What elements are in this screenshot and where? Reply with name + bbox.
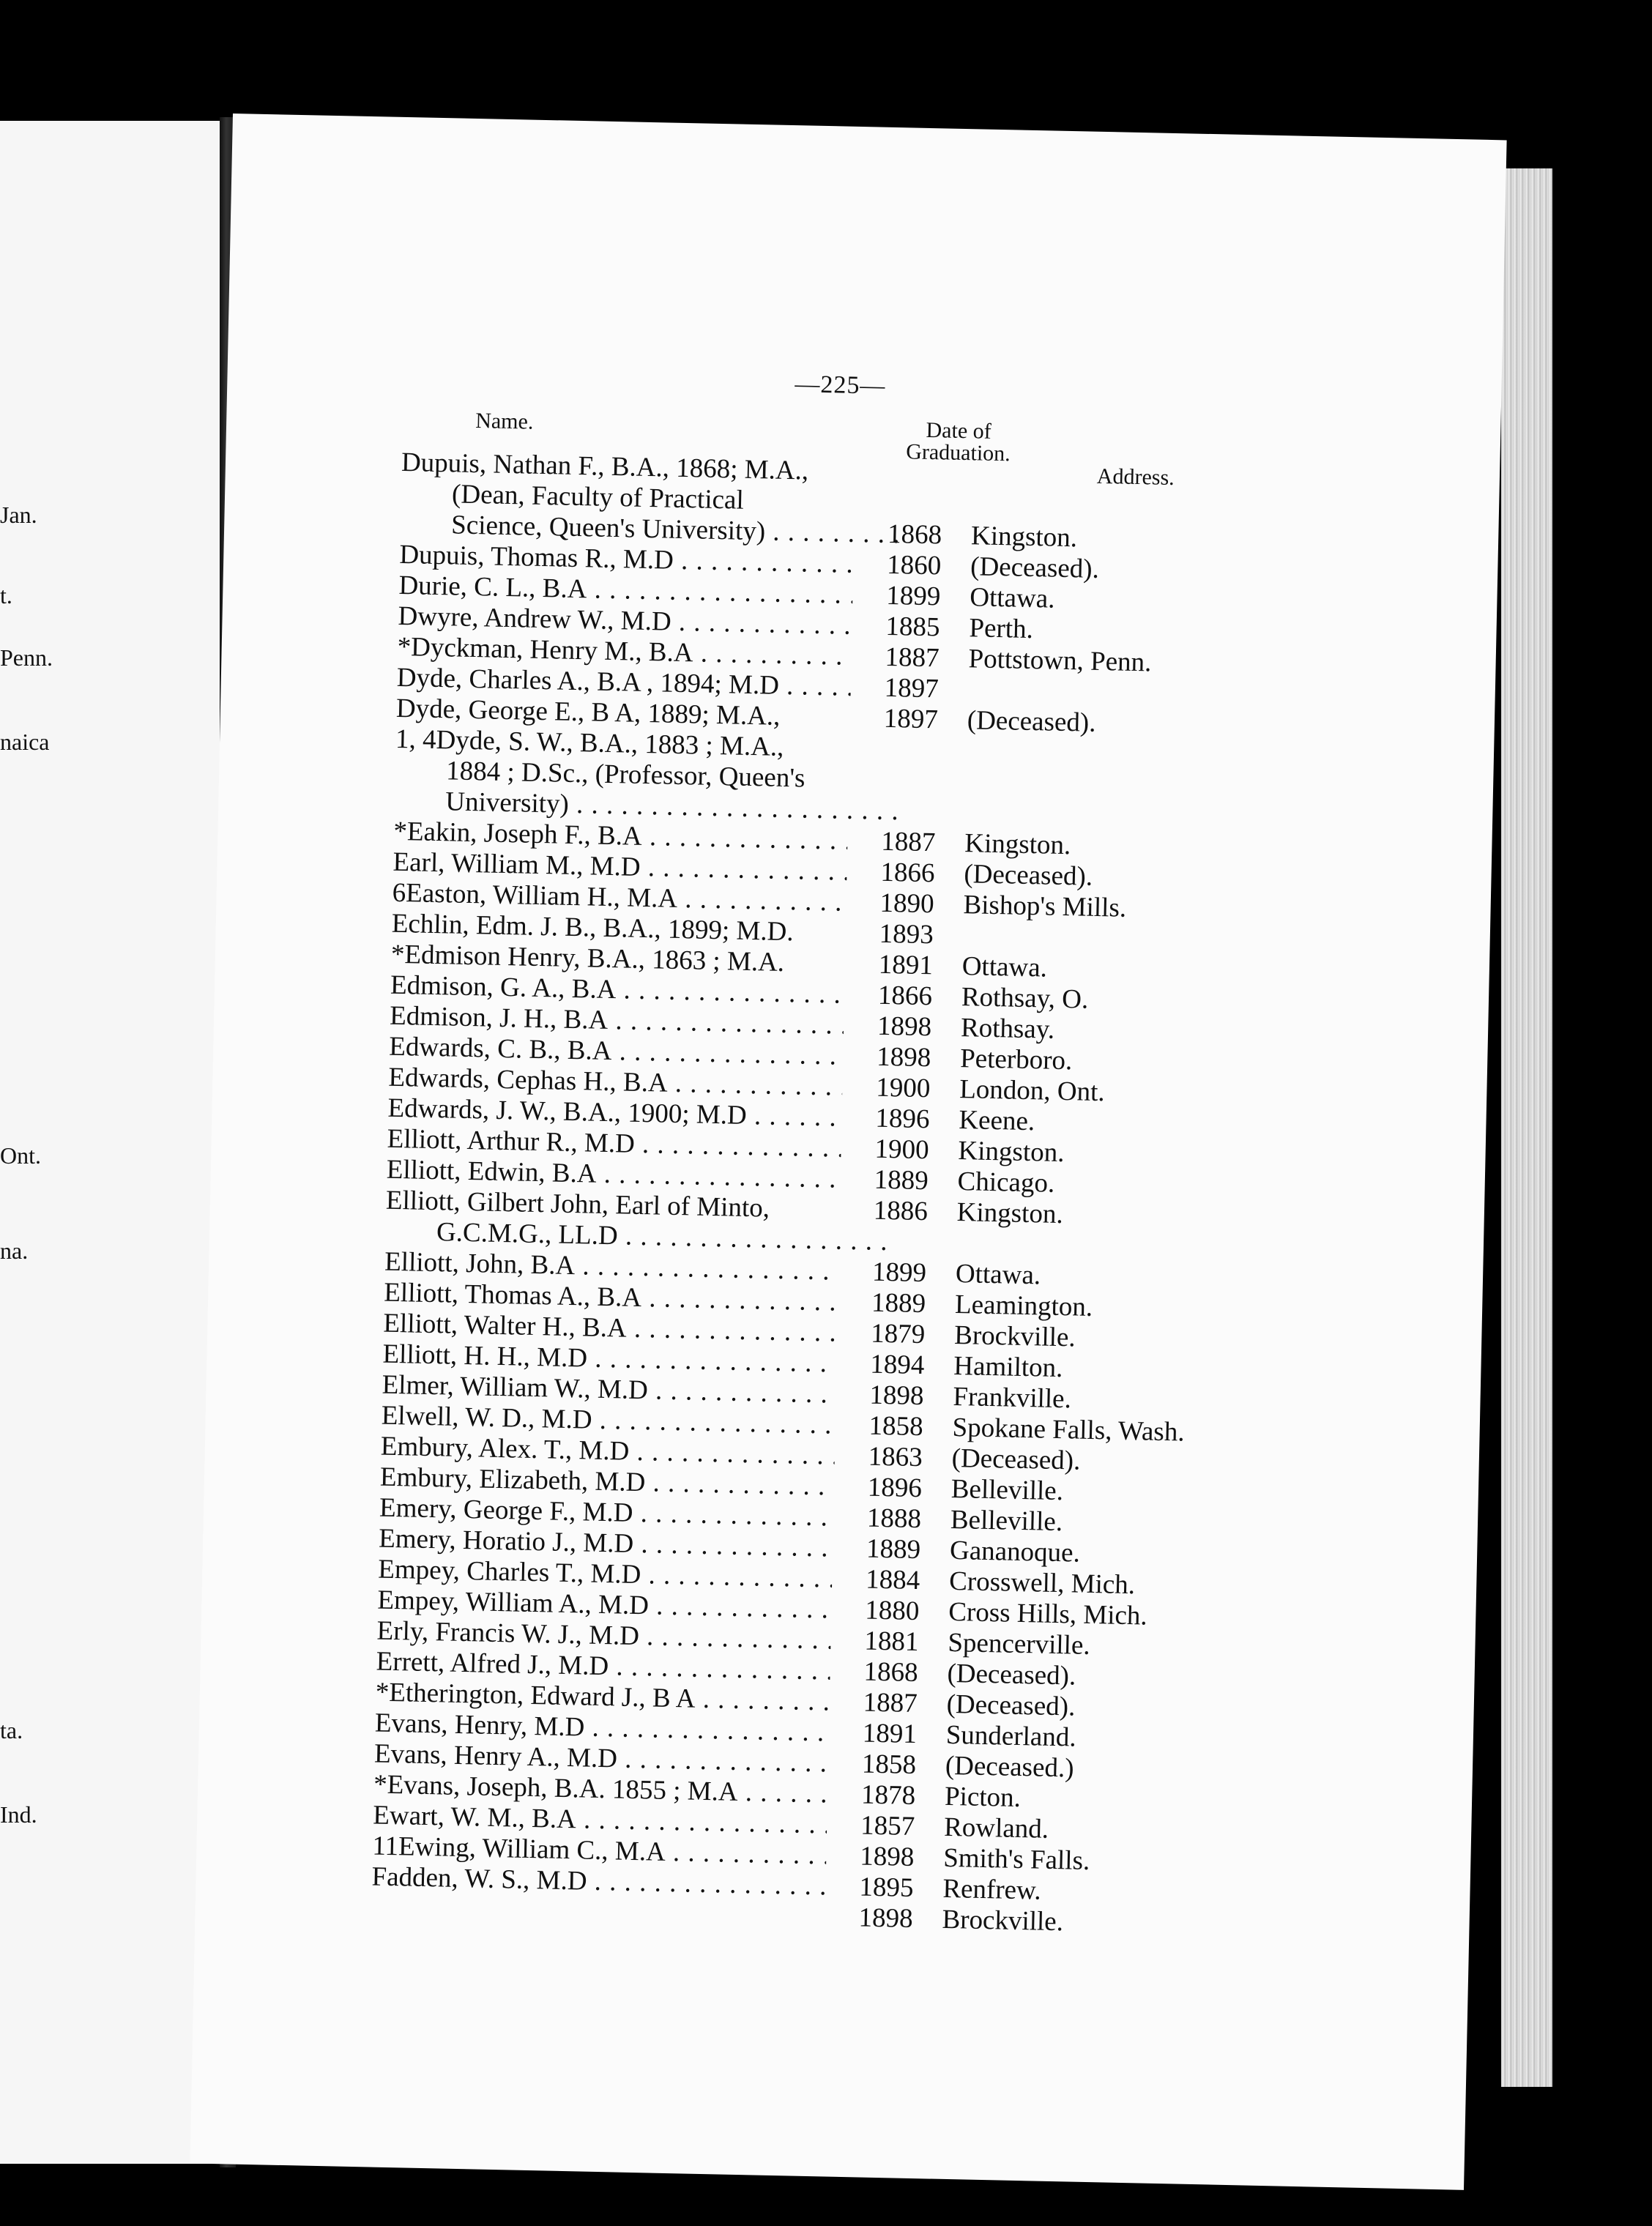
graduate-address: Hamilton. (953, 1350, 1063, 1384)
graduation-year: 1899 (885, 580, 941, 612)
graduate-address: Sunderland. (945, 1719, 1077, 1753)
graduate-address: Picton. (944, 1781, 1022, 1814)
graduate-address: Keene. (959, 1105, 1035, 1137)
graduate-name: Elliott, H. H., M.D . . . (382, 1339, 837, 1380)
graduation-year: 1889 (866, 1533, 921, 1566)
graduation-year: 1899 (871, 1257, 927, 1289)
graduation-year: 1881 (864, 1626, 919, 1658)
left-page-fragment: Ont. (0, 1142, 41, 1169)
graduation-year: 1858 (861, 1749, 917, 1781)
graduate-address: Brockville. (953, 1320, 1076, 1353)
graduate-address: Spencerville. (948, 1627, 1091, 1661)
graduation-year: 1887 (885, 641, 940, 674)
graduate-name: Embury, Elizabeth, M.D . . . (380, 1462, 835, 1503)
graduate-address: Belleville. (950, 1473, 1064, 1507)
graduate-name: Empey, William A., M.D . . . (377, 1585, 832, 1626)
graduate-name: Elliott, Thomas A., B.A . . . (384, 1277, 838, 1318)
graduate-name: Edwards, J. W., B.A., 1900; M.D . . . (387, 1092, 842, 1134)
graduation-year: 1898 (876, 1041, 931, 1073)
page-edge (1501, 168, 1552, 2087)
graduate-address: Kingston. (970, 521, 1078, 554)
graduation-year: 1900 (875, 1072, 931, 1104)
graduate-address: (Deceased). (967, 705, 1096, 738)
graduation-year: 1887 (880, 826, 936, 858)
graduation-year: 1895 (859, 1872, 914, 1903)
graduate-name: Dupuis, Nathan F., B.A., 1868; M.A., (401, 447, 809, 486)
left-page-fragment: Ind. (0, 1801, 37, 1828)
graduate-name: Evans, Henry, M.D . . . (375, 1708, 830, 1749)
graduation-year: 1887 (863, 1687, 918, 1719)
graduate-address: Ottawa. (955, 1259, 1041, 1291)
graduate-name: 1884 ; D.Sc., (Professor, Queen's (445, 756, 805, 794)
graduate-name: Emery, George F., M.D . . . (379, 1492, 834, 1533)
graduation-year: 1888 (866, 1503, 922, 1535)
left-page-fragment: naica (0, 729, 50, 755)
graduate-address: Gananoque. (949, 1535, 1081, 1568)
graduate-address: Bishop's Mills. (963, 890, 1127, 923)
graduate-name: Empey, Charles T., M.D . . . (378, 1554, 833, 1595)
graduate-name: Edmison, J. H., B.A . . . (390, 1000, 844, 1041)
graduation-year: 1863 (868, 1441, 923, 1473)
graduation-year: 1878 (860, 1779, 916, 1812)
graduate-name: *Dyckman, Henry M., B.A . . . (397, 631, 852, 672)
graduate-name: Elmer, William W., M.D . . . (382, 1369, 836, 1410)
name-column-header: Name. (475, 409, 534, 434)
graduate-name: Earl, William M., M.D . . . (392, 846, 847, 887)
graduate-address: Rowland. (943, 1812, 1049, 1845)
graduate-address: (Deceased). (964, 859, 1093, 892)
graduate-name: G.C.M.G., LL.D . . . (436, 1216, 891, 1257)
graduation-year: 1860 (886, 549, 942, 581)
graduate-address: Frankville. (953, 1381, 1072, 1415)
graduation-year: 1885 (885, 611, 940, 643)
graduate-address: Kingston. (958, 1136, 1065, 1169)
graduate-name: 11Ewing, William C., M.A . . . (372, 1831, 827, 1872)
graduate-name: (Dean, Faculty of Practical (451, 479, 745, 515)
graduate-address: Smith's Falls. (942, 1842, 1090, 1877)
graduate-name: Dyde, George E., B A, 1889; M.A., (395, 693, 781, 732)
graduate-name: 6Easton, William H., M.A . . . (392, 877, 847, 918)
graduate-name: *Etherington, Edward J., B A . . . (375, 1677, 830, 1718)
graduation-year: 1880 (864, 1595, 920, 1627)
graduation-year: 1884 (865, 1564, 920, 1596)
graduate-address: Renfrew. (942, 1873, 1042, 1906)
graduate-address: London, Ont. (959, 1074, 1106, 1108)
graduate-address: Brockville. (942, 1904, 1064, 1937)
graduate-name: Elliott, Arthur R., M.D . . . (387, 1123, 841, 1164)
graduation-year: 1866 (877, 980, 933, 1012)
left-page-fragment: t. (0, 582, 12, 608)
graduate-name: University) . . . (445, 786, 900, 827)
graduate-address: Cross Hills, Mich. (948, 1596, 1148, 1631)
graduate-address: (Deceased). (951, 1443, 1081, 1476)
graduate-name: Durie, C. L., B.A . . . (398, 570, 853, 611)
graduation-year: 1896 (875, 1103, 930, 1135)
graduate-name: Dwyre, Andrew W., M.D . . . (398, 600, 852, 641)
graduate-name: Elliott, Gilbert John, Earl of Minto, (385, 1185, 770, 1224)
graduate-name: Embury, Alex. T., M.D . . . (380, 1431, 835, 1472)
graduation-year: 1893 (879, 918, 934, 950)
left-page-fragment: Jan. (0, 502, 37, 528)
graduate-name: Elwell, W. D., M.D . . . (381, 1400, 836, 1441)
graduation-year: 1858 (868, 1410, 924, 1443)
graduate-address: Chicago. (957, 1166, 1055, 1199)
graduate-name: Elliott, John, B.A . . . (384, 1246, 839, 1287)
graduation-year: 1889 (871, 1287, 926, 1319)
graduation-year: 1896 (867, 1472, 923, 1504)
graduate-address: Rothsay. (960, 1013, 1055, 1045)
graduate-name: Emery, Horatio J., M.D . . . (379, 1523, 833, 1564)
graduate-name: *Evans, Joseph, B.A. 1855 ; M.A . . . (373, 1769, 828, 1810)
graduation-year: 1898 (877, 1010, 932, 1043)
graduate-name: *Edmison Henry, B.A., 1863 ; M.A. (390, 939, 785, 978)
graduate-address: Kingston. (964, 828, 1071, 861)
graduate-name: Elliott, Walter H., B.A . . . (383, 1308, 838, 1349)
graduate-name: Edwards, Cephas H., B.A . . . (388, 1062, 843, 1103)
graduate-address: Rothsay, O. (961, 982, 1089, 1015)
graduate-address: Crosswell, Mich. (948, 1566, 1136, 1601)
graduate-address: (Deceased). (946, 1689, 1076, 1722)
graduate-address: Peterboro. (959, 1043, 1073, 1076)
graduation-year: 1868 (887, 518, 942, 551)
graduate-name: Echlin, Edm. J. B., B.A., 1899; M.D. (391, 908, 795, 948)
graduation-year: 1890 (879, 887, 935, 920)
right-page (190, 113, 1506, 2190)
graduate-address: Leamington. (954, 1289, 1093, 1322)
graduate-list (195, 443, 1500, 1946)
graduation-year: 1891 (862, 1718, 918, 1750)
left-page-fragment: na. (0, 1237, 29, 1264)
left-page-fragment: Penn. (0, 644, 53, 671)
graduation-year: 1898 (869, 1380, 924, 1412)
graduate-name: Science, Queen's University) . . . (451, 509, 906, 550)
graduate-name: Elliott, Edwin, B.A . . . (386, 1154, 841, 1195)
graduation-year: 1897 (883, 703, 939, 735)
graduate-name: 1, 4Dyde, S. W., B.A., 1883 ; M.A., (395, 723, 784, 762)
graduation-year: 1886 (873, 1195, 929, 1227)
graduation-year: 1898 (859, 1841, 915, 1873)
graduate-name: Edmison, G. A., B.A . . . (390, 969, 845, 1010)
graduate-address: Belleville. (950, 1504, 1063, 1538)
graduate-address: (Deceased.) (945, 1750, 1074, 1784)
graduation-year: 1897 (884, 672, 940, 704)
graduate-address: Pottstown, Penn. (968, 644, 1152, 678)
graduate-address: Spokane Falls, Wash. (952, 1412, 1185, 1448)
graduation-year: 1866 (880, 857, 935, 889)
graduate-name: *Eakin, Joseph F., B.A . . . (393, 816, 848, 857)
address-column-header: Address. (1096, 464, 1175, 491)
graduation-year: 1879 (870, 1318, 926, 1350)
graduation-year: 1868 (863, 1656, 919, 1689)
graduate-name: Ewart, W. M., B.A . . . (373, 1800, 827, 1841)
graduate-address: (Deceased). (947, 1658, 1076, 1691)
graduate-address: Ottawa. (969, 582, 1055, 614)
graduate-address: Perth. (969, 613, 1034, 645)
graduation-year: 1889 (874, 1164, 929, 1196)
graduate-address: (Deceased). (970, 551, 1100, 584)
graduate-address: Kingston. (956, 1197, 1064, 1230)
graduate-name: Dyde, Charles A., B.A , 1894; M.D . . . (396, 662, 851, 703)
graduate-name: Fadden, W. S., M.D . . . (371, 1861, 826, 1902)
graduation-year: 1857 (860, 1810, 915, 1842)
graduation-year: 1900 (874, 1134, 929, 1166)
left-page-fragment: ta. (0, 1717, 23, 1743)
graduate-name: Edwards, C. B., B.A . . . (389, 1031, 844, 1072)
graduate-name: Evans, Henry A., M.D . . . (374, 1738, 829, 1779)
graduate-name: Erly, Francis W. J., M.D . . . (376, 1615, 831, 1656)
graduate-name: Errett, Alfred J., M.D . . . (376, 1646, 830, 1687)
graduation-year: 1891 (878, 949, 934, 981)
date-header-line2: Graduation. (905, 439, 1011, 466)
page-number: —225— (795, 371, 886, 400)
graduate-address: Ottawa. (961, 951, 1048, 983)
graduate-name: Dupuis, Thomas R., M.D . . . (399, 539, 854, 580)
date-header-line1: Date of (926, 417, 992, 444)
graduation-year: 1898 (858, 1902, 913, 1934)
graduation-year: 1894 (869, 1349, 925, 1381)
